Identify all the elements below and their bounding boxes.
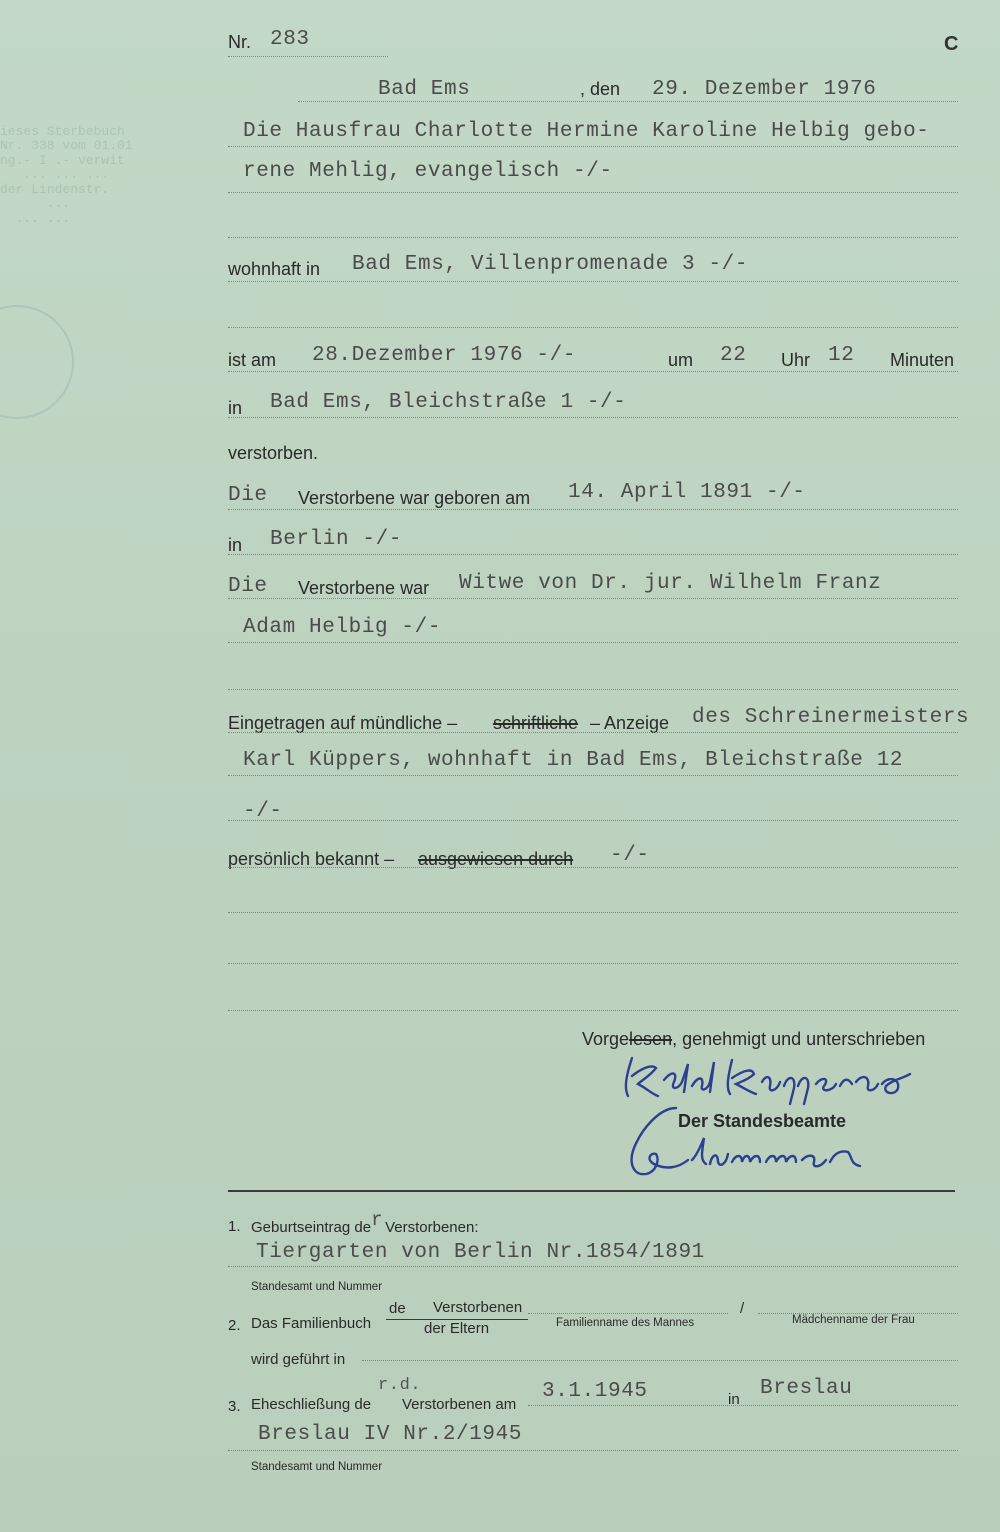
identity-struck: ausgewiesen durch	[418, 849, 574, 869]
item3-rule-1	[528, 1405, 958, 1406]
entry-line-3: -/-	[243, 800, 283, 823]
deceased-rule-1	[228, 146, 958, 147]
residence-label: wohnhaft in	[228, 259, 321, 279]
item2-wird-label: wird geführt in	[251, 1351, 346, 1368]
birth-place-rule	[228, 554, 958, 555]
marital-rule-1	[228, 598, 958, 599]
entry-label-struck: schriftliche	[493, 713, 579, 733]
identity-rule-4	[228, 1010, 958, 1011]
corner-letter: C	[944, 33, 959, 55]
item3-rule-2	[228, 1450, 958, 1451]
closing-vorge: Vorge	[582, 1029, 630, 1049]
entry-label-b: – Anzeige	[590, 713, 670, 733]
item1-caption: Standesamt und Nummer	[251, 1281, 383, 1293]
item1-sup: r	[371, 1209, 384, 1231]
entry-rule-1	[228, 732, 958, 733]
item1-value: Tiergarten von Berlin Nr.1854/1891	[256, 1241, 705, 1264]
closing-rest: , genehmigt und unterschrieben	[672, 1029, 926, 1049]
registrar-title: Der Standesbeamte	[678, 1111, 847, 1131]
birth-label: Verstorbene war geboren am	[298, 488, 531, 508]
residence-rule-1	[228, 281, 958, 282]
item2-num: 2.	[228, 1317, 241, 1334]
deceased-line-1: Die Hausfrau Charlotte Hermine Karoline Helbig gebo-	[243, 120, 930, 143]
item2-label: Das Familienbuch	[251, 1315, 372, 1332]
item1-rule	[228, 1266, 958, 1267]
item2-frac-de: de	[389, 1300, 406, 1317]
death-in-label: in	[228, 398, 243, 418]
item2-wird-rule	[362, 1360, 958, 1361]
death-hour: 22	[720, 344, 747, 367]
ist-am-label: ist am	[228, 350, 277, 370]
bleed-through-stamp	[0, 305, 74, 419]
item3-in-label: in	[728, 1391, 740, 1408]
entry-rule-2	[228, 775, 958, 776]
item2-frac-top: Verstorbenen	[433, 1299, 523, 1316]
death-date: 28.Dezember 1976 -/-	[312, 344, 577, 367]
bleed-through-text: ieses Sterbebuch Nr. 338 vom 01.01 ng.- I .- verwit ... ... ... der Lindenstr. ... ... ...	[0, 123, 133, 226]
birth-date: 14. April 1891 -/-	[568, 481, 806, 504]
den-label: , den	[580, 79, 621, 99]
deceased-rule-3	[228, 237, 958, 238]
item1-label	[251, 1209, 479, 1238]
entry-label-a: Eingetragen auf mündliche –	[228, 713, 458, 733]
deceased-rule-2	[228, 192, 958, 193]
marital-rule-2	[228, 642, 958, 643]
birth-date-rule	[228, 509, 958, 510]
item3-num: 3.	[228, 1398, 241, 1415]
deceased-line-2: rene Mehlig, evangelisch -/-	[243, 160, 613, 183]
marital-line-1: Witwe von Dr. jur. Wilhelm Franz	[459, 572, 882, 595]
entry-line-2: Karl Küppers, wohnhaft in Bad Ems, Bleichstraße 12	[243, 749, 904, 772]
nr-value: 283	[270, 28, 310, 51]
entry-rule-3	[228, 820, 958, 821]
marital-die-typed: Die	[228, 575, 268, 598]
identity-rule-1	[228, 867, 958, 868]
nr-label: Nr.	[228, 32, 252, 52]
item3-label-b: Verstorbenen am	[402, 1396, 517, 1413]
item2-caption-husband: Familienname des Mannes	[556, 1317, 695, 1329]
uhr-label: Uhr	[781, 350, 811, 370]
residence-value: Bad Ems, Villenpromenade 3 -/-	[352, 253, 749, 276]
verstorben-label: verstorben.	[228, 443, 319, 463]
item3-date: 3.1.1945	[542, 1380, 648, 1403]
date-rule	[298, 101, 958, 102]
identity-value: -/-	[610, 844, 650, 867]
marital-rule-3	[228, 689, 958, 690]
item3-value: Breslau IV Nr.2/1945	[258, 1423, 523, 1446]
identity-label: persönlich bekannt –	[228, 849, 395, 869]
nr-rule	[228, 56, 388, 57]
marital-line-2: Adam Helbig -/-	[243, 616, 442, 639]
informant-signature	[612, 1046, 922, 1106]
item3-label: Eheschließung de	[251, 1396, 372, 1413]
birth-die-typed: Die	[228, 484, 268, 507]
death-time-rule	[228, 371, 958, 372]
death-place: Bad Ems, Bleichstraße 1 -/-	[270, 391, 627, 414]
item1-num: 1.	[228, 1218, 241, 1235]
item3-typed-over: r.d.	[378, 1376, 422, 1395]
registration-place: Bad Ems	[378, 78, 471, 101]
marital-label: Verstorbene war	[298, 578, 430, 598]
item3-place: Breslau	[760, 1377, 853, 1400]
section-divider	[228, 1190, 955, 1192]
minuten-label: Minuten	[890, 350, 955, 370]
identity-rule-3	[228, 963, 958, 964]
residence-rule-2	[228, 327, 958, 328]
item1-label-b: Verstorbenen:	[385, 1219, 479, 1236]
item2-slash: /	[740, 1300, 745, 1317]
item2-frac-bottom: der Eltern	[424, 1320, 490, 1337]
item2-caption-wife: Mädchenname der Frau	[792, 1314, 915, 1326]
closing-lesen-struck: lesen	[629, 1029, 673, 1049]
death-minutes: 12	[828, 344, 855, 367]
entry-line-1: des Schreinermeisters	[692, 706, 970, 729]
registration-date: 29. Dezember 1976	[652, 78, 877, 101]
item3-caption: Standesamt und Nummer	[251, 1461, 383, 1473]
item2-husband-rule	[528, 1313, 728, 1314]
registrar-signature	[620, 1098, 870, 1184]
um-label: um	[668, 350, 694, 370]
birth-place: Berlin -/-	[270, 528, 403, 551]
item1-label-a: Geburtseintrag de	[251, 1219, 372, 1236]
identity-rule-2	[228, 912, 958, 913]
birth-in-label: in	[228, 535, 243, 555]
death-place-rule	[228, 417, 958, 418]
